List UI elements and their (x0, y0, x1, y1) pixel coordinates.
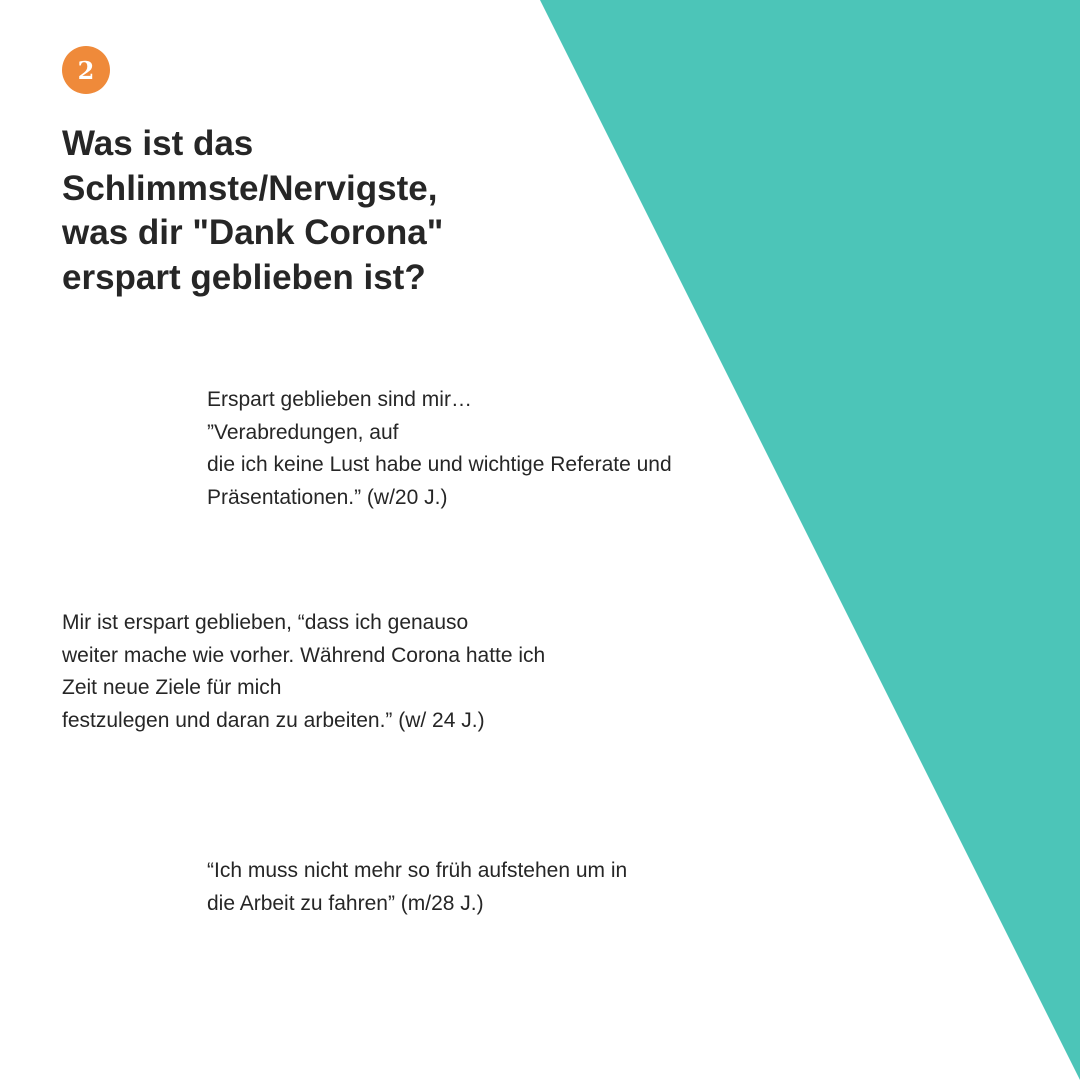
quote-line: Mir ist erspart geblieben, “dass ich genauso (62, 611, 469, 634)
quote-line: “Ich muss nicht mehr so früh aufstehen um in (207, 859, 628, 882)
quote-1 (207, 384, 727, 514)
quote-3 (207, 855, 687, 920)
quote-line: festzulegen und daran zu arbeiten.” (w/ 24 J.) (62, 708, 485, 732)
quote-line: Erspart geblieben sind mir… (207, 388, 472, 411)
title-line: Was ist das (62, 124, 254, 163)
quote-line: weiter mache wie vorher. Während Corona hatte ich (62, 643, 546, 667)
quote-2 (62, 607, 622, 737)
quote-line: Präsentationen.” (w/20 J.) (207, 485, 448, 509)
title-line: Schlimmste/Nervigste, (62, 168, 438, 208)
page-title (62, 122, 522, 300)
title-line: was dir "Dank Corona" (62, 213, 444, 252)
quote-line: ”Verabredungen, auf (207, 420, 399, 444)
step-number-badge (62, 46, 110, 94)
title-line: erspart geblieben ist? (62, 257, 426, 297)
quote-line: die Arbeit zu fahren” (m/28 J.) (207, 891, 484, 915)
quote-line: die ich keine Lust habe und wichtige Referate und (207, 453, 672, 476)
quote-line: Zeit neue Ziele für mich (62, 676, 282, 699)
step-number: 2 (77, 55, 95, 85)
